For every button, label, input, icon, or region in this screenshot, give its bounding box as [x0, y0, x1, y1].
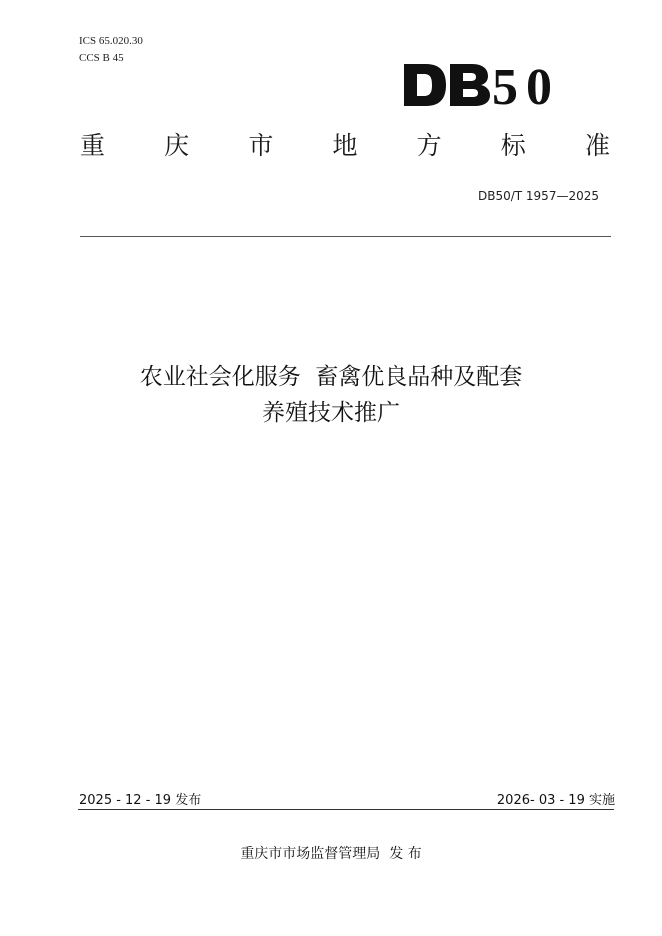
standard-type-char: 重 — [80, 131, 106, 160]
standard-number: DB50/T 1957—2025 — [477, 189, 599, 203]
header-divider — [80, 236, 611, 237]
standard-type-char: 方 — [416, 131, 442, 160]
standard-type-char: 市 — [248, 131, 274, 160]
document-title-line-1: 农业社会化服务 畜禽优良品种及配套 — [139, 364, 523, 390]
ccs-code: CCS B 45 — [79, 52, 124, 64]
standard-type-char: 准 — [584, 131, 610, 160]
publish-date: 2025 - 12 - 19 发布 — [79, 793, 202, 808]
standard-type-heading — [80, 128, 610, 164]
footer-divider — [78, 809, 614, 810]
svg-text:5: 5 — [492, 60, 518, 110]
ics-code: ICS 65.020.30 — [79, 35, 143, 47]
implement-date: 2026- 03 - 19 实施 — [496, 793, 615, 808]
standard-type-char: 地 — [332, 131, 358, 160]
issuing-authority: 重庆市市场监督管理局 发 布 — [240, 846, 422, 862]
document-title-line-2: 养殖技术推广 — [262, 400, 400, 426]
standard-type-char: 庆 — [164, 131, 190, 160]
svg-text:0: 0 — [526, 60, 552, 110]
db50-logo — [404, 60, 566, 110]
standard-type-char: 标 — [500, 131, 526, 160]
